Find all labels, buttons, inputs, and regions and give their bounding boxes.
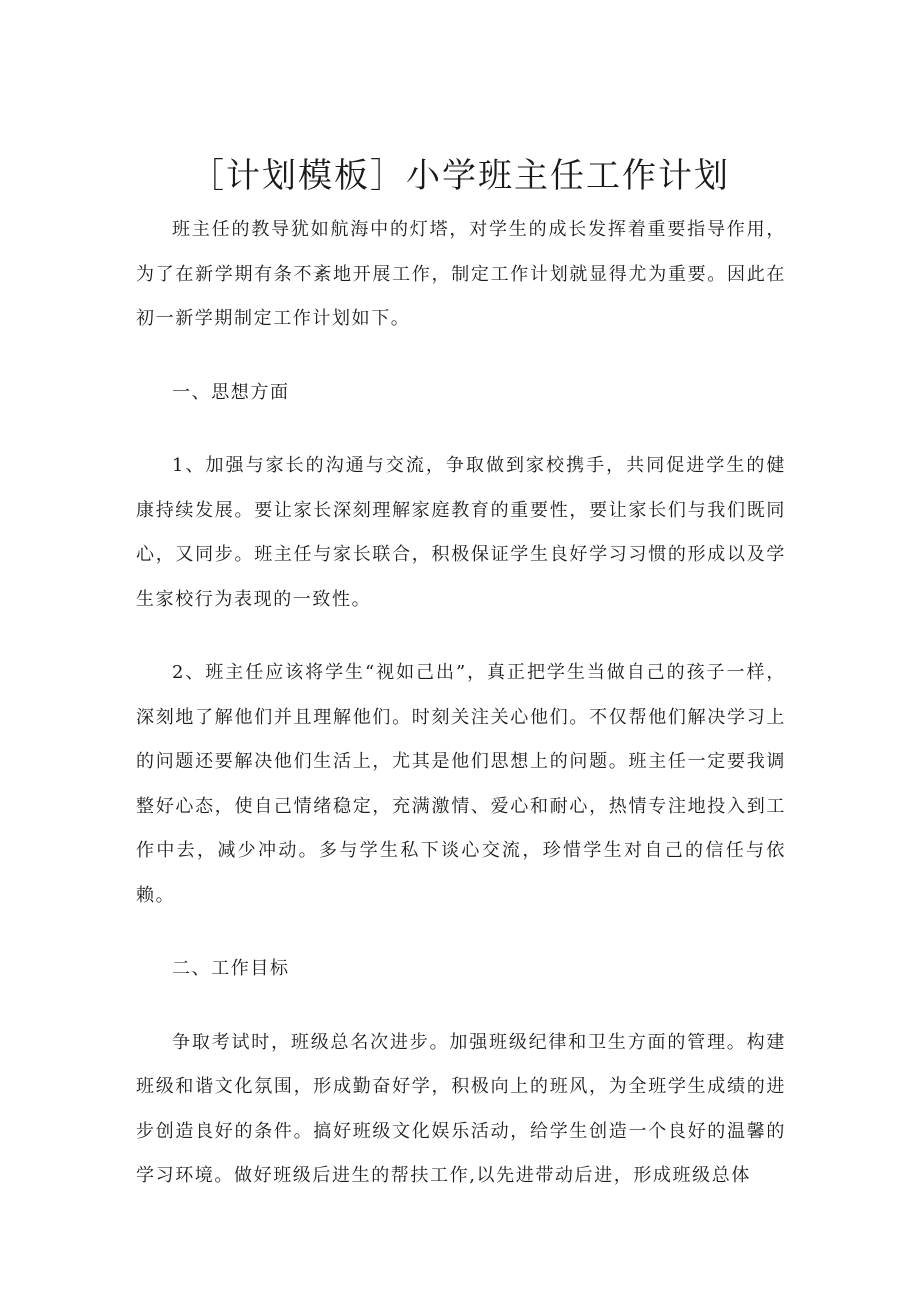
document-body [136,208,786,1199]
goals-paragraph: 争取考试时，班级总名次进步。加强班级纪律和卫生方面的管理。构建班级和谐文化氛围，形成勤奋好学，积极向上的班风，为全班学生成绩的进步创造良好的条件。搞好班级文化娱乐活动，给学生创造一个良好的温馨的学习环境。做好班级后进生的帮扶工作,以先进带动后进，形成班级总体 [136,1031,786,1186]
paragraph-gap [136,918,786,947]
thought-item-1: 1、加强与家长的沟通与交流，争取做到家校携手，共同促进学生的健康持续发展。要让家长深刻理解家庭教育的重要性，要让家长们与我们既同心，又同步。班主任与家长联合，积极保证学生良好学习习惯的形成以及学生家校行为表现的一致性。 [136,455,786,610]
paragraph-gap [136,992,786,1021]
paragraph-gap [136,342,786,371]
paragraph-gap [136,622,786,651]
document-title: ［计划模板］小学班主任工作计划 [190,156,730,196]
thought-item-2: 2、班主任应该将学生“视如己出”，真正把学生当做自己的孩子一样，深刻地了解他们并且理解他们。时刻关注关心他们。不仅帮他们解决学习上的问题还要解决他们生活上，尤其是他们思想上的问题。班主任一定要我调整好心态，使自己情绪稳定，充满激情、爱心和耐心，热情专注地投入到工作中去，减少冲动。多与学生私下谈心交流，珍惜学生对自己的信任与依赖。 [136,662,786,906]
intro-paragraph: 班主任的教导犹如航海中的灯塔，对学生的成长发挥着重要指导作用，为了在新学期有条不紊地开展工作，制定工作计划就显得尤为重要。因此在初一新学期制定工作计划如下。 [136,219,786,329]
section-heading-thought: 一、思想方面 [172,381,290,403]
section-heading-goals: 二、工作目标 [172,958,290,979]
paragraph-gap [136,415,786,444]
